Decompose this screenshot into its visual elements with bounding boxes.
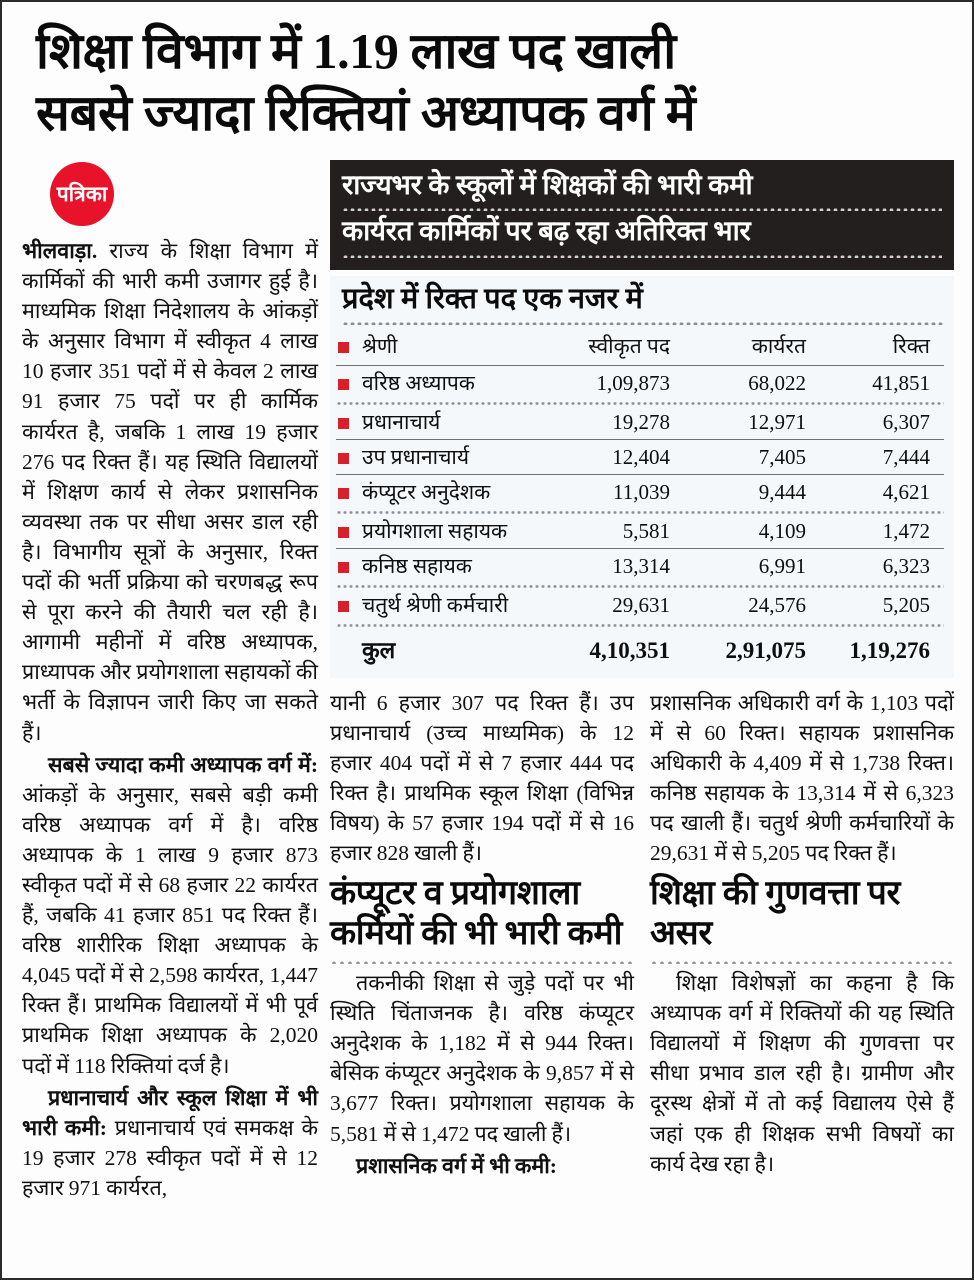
row-bullet-cell (336, 514, 360, 548)
paragraph-intro-text: राज्य के शिक्षा विभाग में कार्मिकों की भारी कमी उजागर हुई है। माध्यमिक शिक्षा निदेशालय के आंकड़ों के अनुसार विभाग में स्वीकृत 4 लाख 10 हजार 351 पदों में से केवल 2 लाख 91 हजार 75 पदों पर ही कार्मिक कार्यरत है, जबकि 1 लाख 19 हजार 276 पद रिक्त हैं। यह स्थिति विद्यालयों में शिक्षण कार्य से लेकर प्रशासनिक व्यवस्था तक पर सीधा असर डाल रही है। विभागीय सूत्रों के अनुसार, रिक्त पदों की भर्ती प्रक्रिया को चरणबद्ध रूप से पूरा करने की तैयारी चल रही है। आगामी महीनों में वरिष्ठ अध्यापक, प्राध्यापक और प्रयोगशाला सहायकों की भर्ती के विज्ञापन जारी किए जा सकते हैं। (22, 239, 318, 745)
paragraph-experts-opinion: शिक्षा विशेषज्ञों का कहना है कि अध्यापक वर्ग में रिक्तियों की यह स्थिति विद्यालयों में शिक्षण की गुणवत्ता पर सीधा प्रभाव डाल रही है। ग्रामीण और दूरस्थ क्षेत्रों में तो कई विद्यालय ऐसे हैं जहां एक ही शिक्षक सभी विषयों का कार्य देख रहा है। (650, 971, 954, 1176)
bullet-square-icon (338, 601, 349, 612)
cell-sanctioned: 13,314 (612, 553, 670, 578)
cell-category: चतुर्थ श्रेणी कर्मचारी (362, 592, 509, 617)
cell-sanctioned: 12,404 (612, 444, 670, 469)
cell-vacant: 6,307 (882, 409, 930, 434)
vacancy-table-card (330, 276, 954, 678)
header-sanctioned: स्वीकृत पद (588, 333, 670, 358)
total-sanctioned: 4,10,351 (589, 637, 670, 663)
cell-category: कनिष्ठ सहायक (362, 553, 472, 578)
cell-sanctioned: 19,278 (612, 409, 670, 434)
banner-dot-rule-1 (342, 205, 942, 211)
bullet-square-icon (338, 379, 349, 390)
bullet-square-icon (338, 453, 349, 464)
right-block (330, 160, 954, 1205)
cell-vacant: 1,472 (882, 518, 930, 543)
cell-working: 4,109 (758, 518, 806, 543)
vacancy-table (336, 329, 944, 668)
black-banner (330, 160, 954, 270)
cell-working: 7,405 (758, 444, 806, 469)
total-vacant: 1,19,276 (849, 637, 930, 663)
bullet-square-icon (338, 562, 349, 573)
lead-admin-shortage: प्रशासनिक वर्ग में भी कमी: (356, 1153, 557, 1178)
row-bullet-cell (336, 365, 360, 400)
headline-line-2: सबसे ज्यादा रिक्तियां अध्यापक वर्ग में (36, 85, 696, 141)
paragraph-intro (22, 236, 318, 748)
row-bullet-cell (336, 474, 360, 509)
column-middle (330, 688, 634, 1183)
table-row (336, 365, 944, 400)
paragraph-admin-lead (330, 1151, 634, 1181)
logo-label: पत्रिका (56, 181, 108, 206)
article-body (22, 160, 954, 1205)
cell-sanctioned: 5,581 (622, 518, 670, 543)
table-header-row (336, 329, 944, 365)
cell-vacant: 4,621 (882, 479, 930, 504)
cell-category: वरिष्ठ अध्यापक (362, 370, 475, 395)
headline-line-1: शिक्षा विभाग में 1.19 लाख पद खाली (36, 23, 676, 79)
cell-sanctioned: 29,631 (612, 592, 670, 617)
table-row (336, 439, 944, 474)
cell-sanctioned: 1,09,873 (596, 370, 670, 395)
bullet-square-icon (338, 342, 349, 353)
lead-principal-shortage: प्रधानाचार्य और स्कूल शिक्षा में भी भारी कमी: (22, 1085, 318, 1140)
cell-category: उप प्रधानाचार्य (362, 444, 470, 469)
banner-line-2: कार्यरत कार्मिकों पर बढ़ रहा अतिरिक्त भार (342, 215, 751, 247)
row-bullet-cell (336, 548, 360, 583)
banner-line-1: राज्यभर के स्कूलों में शिक्षकों की भारी कमी (342, 169, 753, 200)
table-row (336, 405, 944, 439)
paragraph-principal-shortage (22, 1083, 318, 1203)
column-left (22, 160, 330, 1205)
cell-vacant: 7,444 (882, 444, 930, 469)
table-row (336, 514, 944, 548)
cell-working: 12,971 (748, 409, 806, 434)
subheading-dot-rule (650, 958, 954, 964)
total-working: 2,91,075 (725, 637, 806, 663)
subheading-computer-lab: कंप्यूटर व प्रयोगशाला कर्मियों की भी भारी कमी (330, 875, 623, 952)
banner-dot-rule-2 (342, 252, 942, 258)
header-working: कार्यरत (751, 333, 806, 358)
cell-working: 6,991 (758, 553, 806, 578)
column-right (650, 688, 954, 1183)
table-row (336, 548, 944, 583)
paragraph-principal-shortage-text: प्रधानाचार्य एवं समकक्ष के 19 हजार 278 स्वीकृत पदों में से 12 हजार 971 कार्यरत, (22, 1115, 318, 1200)
table-title-dot-rule (342, 319, 944, 325)
paragraph-admin-officers: प्रशासनिक अधिकारी वर्ग के 1,103 पदों में से 60 रिक्त। सहायक प्रशासनिक अधिकारी के 4,409 में से 1,738 रिक्त। कनिष्ठ सहायक के 13,314 में से 6,323 पद खाली हैं। चतुर्थ श्रेणी कर्मचारियों के 29,631 में से 5,205 पद रिक्त हैं। (650, 690, 954, 866)
dateline: भीलवाड़ा. (22, 239, 98, 263)
header-bullet-cell (336, 329, 360, 365)
row-bullet-cell (336, 439, 360, 474)
bullet-square-icon (338, 418, 349, 429)
header-vacant: रिक्त (892, 333, 930, 358)
paragraph-deputy-principal: यानी 6 हजार 307 पद रिक्त हैं। उप प्रधानाचार्य (उच्च माध्यमिक) के 12 हजार 404 पदों में से 7 हजार 444 पद रिक्त है। प्राथमिक स्कूल शिक्षा (विभिन्न विषय) के 57 हजार 194 पदों में से 16 हजार 828 खाली हैं। (330, 690, 634, 866)
table-title: प्रदेश में रिक्त पद एक नजर में (342, 282, 643, 315)
cell-category: प्रयोगशाला सहायक (362, 518, 508, 543)
logo-circle (50, 162, 114, 226)
table-total-row (336, 627, 944, 668)
cell-working: 9,444 (758, 479, 806, 504)
bullet-square-icon (338, 527, 349, 538)
cell-sanctioned: 11,039 (613, 479, 670, 504)
subheading-quality-impact: शिक्षा की गुणवत्ता पर असर (650, 875, 901, 952)
lower-columns (330, 688, 954, 1183)
total-bullet-cell (336, 627, 360, 668)
header-category: श्रेणी (362, 333, 398, 358)
cell-vacant: 5,205 (882, 592, 930, 617)
cell-vacant: 6,323 (882, 553, 930, 578)
cell-category: प्रधानाचार्य (362, 409, 441, 434)
row-bullet-cell (336, 588, 360, 622)
bullet-square-icon (338, 488, 349, 499)
patrika-logo (50, 162, 318, 226)
subheading-dot-rule (330, 958, 634, 964)
paragraph-teacher-shortage (22, 750, 318, 1081)
cell-working: 68,022 (748, 370, 806, 395)
paragraph-technical-education: तकनीकी शिक्षा से जुड़े पदों पर भी स्थिति चिंताजनक है। वरिष्ठ कंप्यूटर अनुदेशक के 1,182 में से 944 रिक्त। बेसिक कंप्यूटर अनुदेशक के 9,857 में से 3,677 रिक्त। प्रयोगशाला सहायक के 5,581 में से 1,472 पद खाली हैं। (330, 971, 634, 1146)
cell-category: कंप्यूटर अनुदेशक (362, 479, 491, 504)
table-row (336, 474, 944, 509)
cell-working: 24,576 (748, 592, 806, 617)
table-row (336, 588, 944, 622)
headline (36, 20, 954, 144)
cell-vacant: 41,851 (872, 370, 930, 395)
paragraph-teacher-shortage-text: आंकड़ों के अनुसार, सबसे बड़ी कमी वरिष्ठ अध्यापक वर्ग में है। वरिष्ठ अध्यापक के 1 लाख 9 हजार 873 स्वीकृत पदों में से 68 हजार 22 कार्यरत हैं, जबकि 41 हजार 851 पद रिक्त हैं। वरिष्ठ शारीरिक शिक्षा अध्यापक के 4,045 पदों में से 2,598 कार्यरत, 1,447 रिक्त हैं। प्राथमिक विद्यालयों में भी पूर्व प्राथमिक शिक्षा अध्यापक के 2,020 पदों में 118 रिक्तियां दर्ज है। (22, 782, 318, 1078)
lead-teacher-shortage: सबसे ज्यादा कमी अध्यापक वर्ग में: (48, 752, 318, 777)
row-bullet-cell (336, 405, 360, 439)
total-label: कुल (362, 637, 396, 663)
